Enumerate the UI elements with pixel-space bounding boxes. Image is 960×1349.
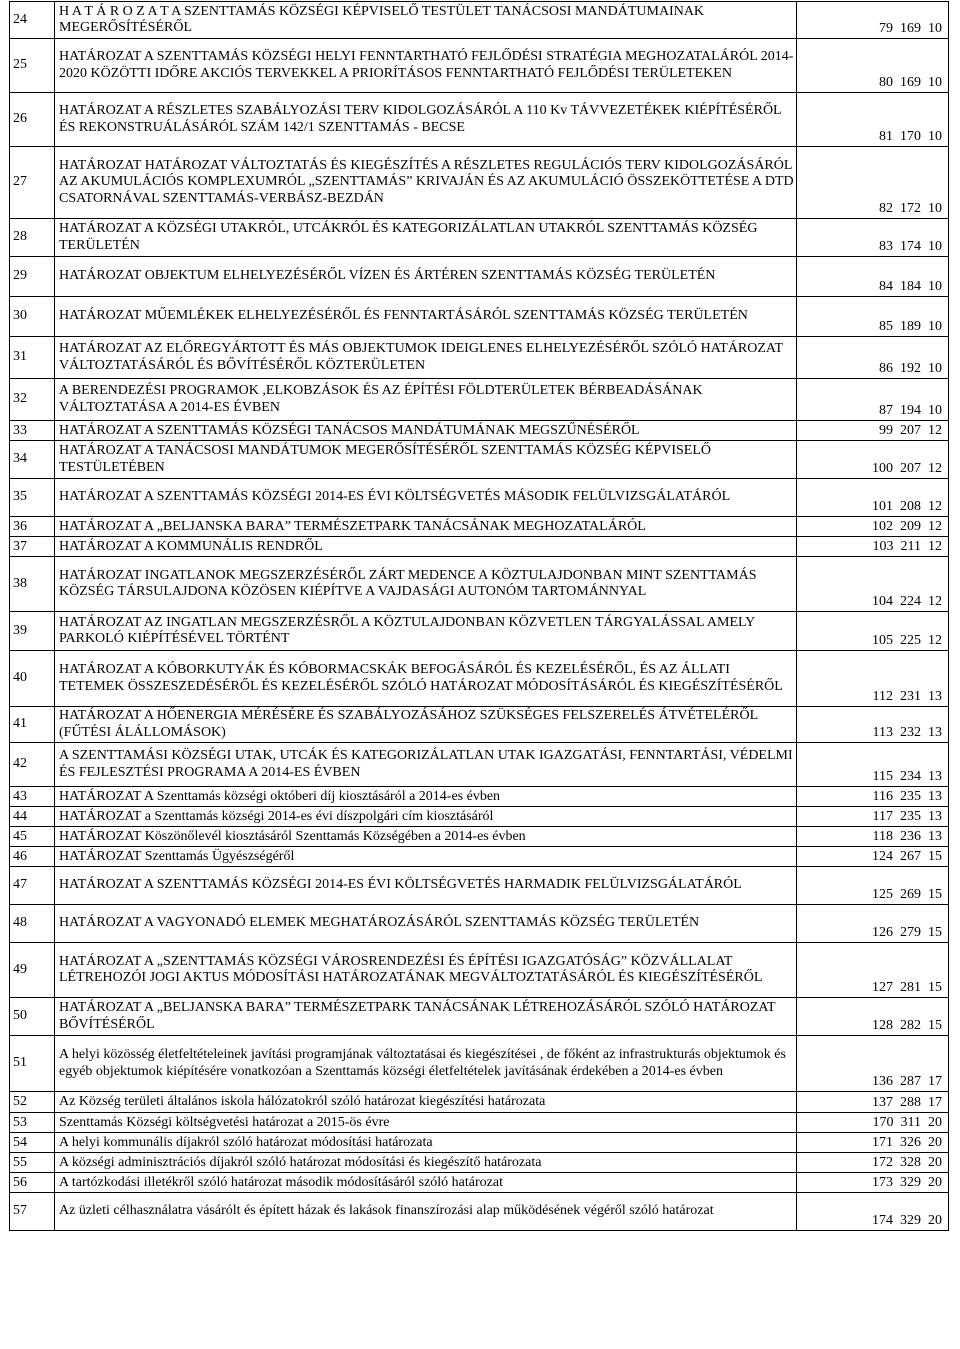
row-number: 36 [10, 517, 55, 537]
table-row [10, 441, 949, 479]
table-row [10, 517, 949, 537]
table-row [10, 707, 949, 743]
page-reference: 126 279 15 [797, 905, 949, 943]
document-title: HATÁROZAT INGATLANOK MEGSZERZÉSÉRŐL ZÁRT MEDENCE A KÖZTULAJDONBAN MINT SZENTTAMÁS KÖZSÉG TÁRSULAJDONA KÖZÖSEN KIÉPÍTVE A VAJDASÁGI AUTONÓM TARTOMÁNNYAL [55, 557, 797, 612]
document-title: HATÁROZAT A KÓBORKUTYÁK ÉS KÓBORMACSKÁK BEFOGÁSÁRÓL ÉS KEZELÉSÉRŐL, ÉS AZ ÁLLATI TETEMEK ÖSSZESZEDÉSÉRŐL ÉS KEZELÉSÉRŐL SZÓLÓ HATÁROZAT MÓDOSÍTÁSÁRÓL ÉS KIEGÉSZÍTÉSÉRŐL [55, 651, 797, 707]
document-title: HATÁROZAT A „BELJANSKA BARA” TERMÉSZETPARK TANÁCSÁNAK LÉTREHOZÁSÁRÓL SZÓLÓ HATÁROZAT BŐVÍTÉSÉRŐL [55, 998, 797, 1036]
row-number: 51 [10, 1036, 55, 1092]
page-reference: 124 267 15 [797, 847, 949, 867]
document-title: A SZENTTAMÁSI KÖZSÉGI UTAK, UTCÁK ÉS KATEGORIZÁLATLAN UTAK IGAZGATÁSI, FENNTARTÁSI, VÉDELMI ÉS FEJLESZTÉSI PROGRAMA A 2014-ES ÉVBEN [55, 743, 797, 787]
row-number: 48 [10, 905, 55, 943]
row-number: 33 [10, 421, 55, 441]
document-title: Szenttamás Községi költségvetési határozat a 2015-ös évre [55, 1113, 797, 1133]
table-row [10, 1193, 949, 1231]
row-number: 56 [10, 1173, 55, 1193]
document-title: H A T Á R O Z A T A SZENTTAMÁS KÖZSÉGI KÉPVISELŐ TESTÜLET TANÁCSOSI MANDÁTUMAINAK MEGERŐSÍTÉSÉRŐL [55, 2, 797, 39]
table-row [10, 998, 949, 1036]
page-reference: 112 231 13 [797, 651, 949, 707]
document-title: HATÁROZAT A SZENTTAMÁS KÖZSÉGI HELYI FENNTARTHATÓ FEJLŐDÉSI STRATÉGIA MEGHOZATALÁRÓL 2014-2020 KÖZÖTTI IDŐRE AKCIÓS TERVEKKEL A PRIORÍTÁSOS FENNTARTHATÓ FEJLŐDÉSI TERÜLETEKEN [55, 39, 797, 93]
table-row [10, 93, 949, 147]
table-row [10, 557, 949, 612]
table-row [10, 337, 949, 379]
document-title: HATÁROZAT AZ ELŐREGYÁRTOTT ÉS MÁS OBJEKTUMOK IDEIGLENES ELHELYEZÉSÉRŐL SZÓLÓ HATÁROZAT VÁLTOZTATÁSÁRÓL ÉS BŐVÍTÉSÉRŐL KÖZTERÜLETEN [55, 337, 797, 379]
document-title: HATÁROZAT A KÖZSÉGI UTAKRÓL, UTCÁKRÓL ÉS KATEGORIZÁLATLAN UTAKRÓL SZENTTAMÁS KÖZSÉG TERÜLETÉN [55, 219, 797, 257]
page-reference: 172 328 20 [797, 1153, 949, 1173]
page-reference: 82 172 10 [797, 147, 949, 219]
table-row [10, 847, 949, 867]
table-row [10, 612, 949, 651]
table-row [10, 537, 949, 557]
document-title: A községi adminisztrációs díjakról szóló határozat módosítási és kiegészítő határozata [55, 1153, 797, 1173]
document-title: HATÁROZAT HATÁROZAT VÁLTOZTATÁS ÉS KIEGÉSZÍTÉS A RÉSZLETES REGULÁCIÓS TERV KIDOLGOZÁSÁRÓL AZ AKUMULÁCIÓS KOMPLEXUMRÓL „SZENTTAMÁS” KRIVAJÁN ÉS AZ AKUMULÁCIÓ ÖSSZEKÖTTETÉSE A DTD CSATORNÁVAL SZENTTAMÁS-VERBÁSZ-BEZDÁN [55, 147, 797, 219]
table-row [10, 827, 949, 847]
row-number: 39 [10, 612, 55, 651]
page-reference: 99 207 12 [797, 421, 949, 441]
page-reference: 85 189 10 [797, 297, 949, 337]
page-reference: 128 282 15 [797, 998, 949, 1036]
row-number: 26 [10, 93, 55, 147]
document-title: HATÁROZAT MŰEMLÉKEK ELHELYEZÉSÉRŐL ÉS FENNTARTÁSÁRÓL SZENTTAMÁS KÖZSÉG TERÜLETÉN [55, 297, 797, 337]
row-number: 57 [10, 1193, 55, 1231]
row-number: 31 [10, 337, 55, 379]
row-number: 55 [10, 1153, 55, 1173]
page-reference: 115 234 13 [797, 743, 949, 787]
document-title: HATÁROZAT A VAGYONADÓ ELEMEK MEGHATÁROZÁSÁRÓL SZENTTAMÁS KÖZSÉG TERÜLETÉN [55, 905, 797, 943]
page-reference: 137 288 17 [797, 1092, 949, 1113]
table-row [10, 379, 949, 421]
row-number: 29 [10, 257, 55, 297]
page-reference: 127 281 15 [797, 943, 949, 998]
table-row [10, 867, 949, 905]
document-title: HATÁROZAT AZ INGATLAN MEGSZERZÉSRŐL A KÖZTULAJDONBAN KÖZVETLEN TÁRGYALÁSSAL AMELY PARKOLÓ KIÉPÍTÉSÉVEL TÖRTÉNT [55, 612, 797, 651]
page-reference: 83 174 10 [797, 219, 949, 257]
row-number: 43 [10, 787, 55, 807]
row-number: 37 [10, 537, 55, 557]
document-title: Az Község területi általános iskola hálózatokról szóló határozat kiegészítési határozata [55, 1092, 797, 1113]
page-reference: 104 224 12 [797, 557, 949, 612]
table-row [10, 1173, 949, 1193]
document-title: A BERENDEZÉSI PROGRAMOK ,ELKOBZÁSOK ÉS AZ ÉPÍTÉSI FÖLDTERÜLETEK BÉRBEADÁSÁNAK VÁLTOZTATÁSA A 2014-ES ÉVBEN [55, 379, 797, 421]
document-title: HATÁROZAT A SZENTTAMÁS KÖZSÉGI 2014-ES ÉVI KÖLTSÉGVETÉS MÁSODIK FELÜLVIZSGÁLATÁRÓL [55, 479, 797, 517]
row-number: 47 [10, 867, 55, 905]
table-row [10, 943, 949, 998]
row-number: 24 [10, 2, 55, 39]
document-title: HATÁROZAT A Szenttamás községi októberi díj kiosztásáról a 2014-es évben [55, 787, 797, 807]
table-row [10, 1133, 949, 1153]
document-title: HATÁROZAT A RÉSZLETES SZABÁLYOZÁSI TERV KIDOLGOZÁSÁRÓL A 110 Kv TÁVVEZETÉKEK KIÉPÍTÉSÉRŐL ÉS REKONSTRUÁLÁSÁRÓL SZÁM 142/1 SZENTTAMÁS - BECSE [55, 93, 797, 147]
page-reference: 84 184 10 [797, 257, 949, 297]
table-row [10, 421, 949, 441]
page-reference: 86 192 10 [797, 337, 949, 379]
page-reference: 136 287 17 [797, 1036, 949, 1092]
table-row [10, 1113, 949, 1133]
page-reference: 113 232 13 [797, 707, 949, 743]
row-number: 41 [10, 707, 55, 743]
row-number: 54 [10, 1133, 55, 1153]
page-reference: 125 269 15 [797, 867, 949, 905]
document-title: HATÁROZAT Szenttamás Ügyészségéről [55, 847, 797, 867]
page-reference: 103 211 12 [797, 537, 949, 557]
table-row [10, 147, 949, 219]
row-number: 28 [10, 219, 55, 257]
table-row [10, 651, 949, 707]
table-row [10, 1036, 949, 1092]
page-reference: 117 235 13 [797, 807, 949, 827]
page-reference: 87 194 10 [797, 379, 949, 421]
document-title: HATÁROZAT OBJEKTUM ELHELYEZÉSÉRŐL VÍZEN ÉS ÁRTÉREN SZENTTAMÁS KÖZSÉG TERÜLETÉN [55, 257, 797, 297]
document-title: HATÁROZAT A KOMMUNÁLIS RENDRŐL [55, 537, 797, 557]
table-row [10, 219, 949, 257]
page-reference: 171 326 20 [797, 1133, 949, 1153]
row-number: 27 [10, 147, 55, 219]
document-title: A tartózkodási illetékről szóló határozat második módosításáról szóló határozat [55, 1173, 797, 1193]
document-title: A helyi kommunális díjakról szóló határozat módosítási határozata [55, 1133, 797, 1153]
row-number: 30 [10, 297, 55, 337]
table-row [10, 905, 949, 943]
row-number: 32 [10, 379, 55, 421]
page-reference: 173 329 20 [797, 1173, 949, 1193]
document-index-table [9, 1, 949, 1231]
row-number: 42 [10, 743, 55, 787]
document-title: HATÁROZAT a Szenttamás községi 2014-es évi díszpolgári cím kiosztásáról [55, 807, 797, 827]
document-title: HATÁROZAT A TANÁCSOSI MANDÁTUMOK MEGERŐSÍTÉSÉRŐL SZENTTAMÁS KÖZSÉG KÉPVISELŐ TESTÜLETÉBEN [55, 441, 797, 479]
document-title: HATÁROZAT Köszönőlevél kiosztásáról Szenttamás Községében a 2014-es évben [55, 827, 797, 847]
row-number: 38 [10, 557, 55, 612]
page-reference: 81 170 10 [797, 93, 949, 147]
document-title: A helyi közösség életfeltételeinek javítási programjának változtatásai és kiegészítései , de főként az infrastrukturás objektumok és egyéb objektumok kiépítésére vonatkozóan a Szenttamás községi életfeltételek javításának érdekében a 2014-es évben [55, 1036, 797, 1092]
document-title: HATÁROZAT A SZENTTAMÁS KÖZSÉGI 2014-ES ÉVI KÖLTSÉGVETÉS HARMADIK FELÜLVIZSGÁLATÁRÓL [55, 867, 797, 905]
page-reference: 80 169 10 [797, 39, 949, 93]
page-reference: 105 225 12 [797, 612, 949, 651]
table-row [10, 39, 949, 93]
table-row [10, 2, 949, 39]
table-row [10, 743, 949, 787]
document-title: HATÁROZAT A HŐENERGIA MÉRÉSÉRE ÉS SZABÁLYOZÁSÁHOZ SZÜKSÉGES FELSZERELÉS ÁTVÉTELÉRŐL (FŰTÉSI ÁLÁLLOMÁSOK) [55, 707, 797, 743]
document-title: HATÁROZAT A „BELJANSKA BARA” TERMÉSZETPARK TANÁCSÁNAK MEGHOZATALÁRÓL [55, 517, 797, 537]
row-number: 40 [10, 651, 55, 707]
row-number: 35 [10, 479, 55, 517]
table-row [10, 257, 949, 297]
table-row [10, 297, 949, 337]
row-number: 53 [10, 1113, 55, 1133]
row-number: 25 [10, 39, 55, 93]
document-title: HATÁROZAT A „SZENTTAMÁS KÖZSÉGI VÁROSRENDEZÉSI ÉS ÉPÍTÉSI IGAZGATÓSÁG” KÖZVÁLLALAT LÉTREHOZÓI JOGI AKTUS MÓDOSÍTÁSI HATÁROZATÁNAK MEGVÁLTOZTATÁSÁRÓL ÉS KIEGÉSZÍTÉSÉRŐL [55, 943, 797, 998]
page-reference: 170 311 20 [797, 1113, 949, 1133]
table-row [10, 1153, 949, 1173]
row-number: 34 [10, 441, 55, 479]
page-reference: 116 235 13 [797, 787, 949, 807]
page-reference: 100 207 12 [797, 441, 949, 479]
table-row [10, 1092, 949, 1113]
row-number: 46 [10, 847, 55, 867]
table-row [10, 807, 949, 827]
row-number: 44 [10, 807, 55, 827]
table-row [10, 787, 949, 807]
row-number: 45 [10, 827, 55, 847]
table-row [10, 479, 949, 517]
row-number: 50 [10, 998, 55, 1036]
page-reference: 102 209 12 [797, 517, 949, 537]
page-reference: 118 236 13 [797, 827, 949, 847]
page-reference: 101 208 12 [797, 479, 949, 517]
document-title: HATÁROZAT A SZENTTAMÁS KÖZSÉGI TANÁCSOS MANDÁTUMÁNAK MEGSZŰNÉSÉRŐL [55, 421, 797, 441]
row-number: 49 [10, 943, 55, 998]
document-title: Az üzleti célhasználatra vásárólt és épített házak és lakások finanszírozási alap működésének végéről szóló határozat [55, 1193, 797, 1231]
table-body [10, 2, 949, 1231]
row-number: 52 [10, 1092, 55, 1113]
page-reference: 174 329 20 [797, 1193, 949, 1231]
page-reference: 79 169 10 [797, 2, 949, 39]
